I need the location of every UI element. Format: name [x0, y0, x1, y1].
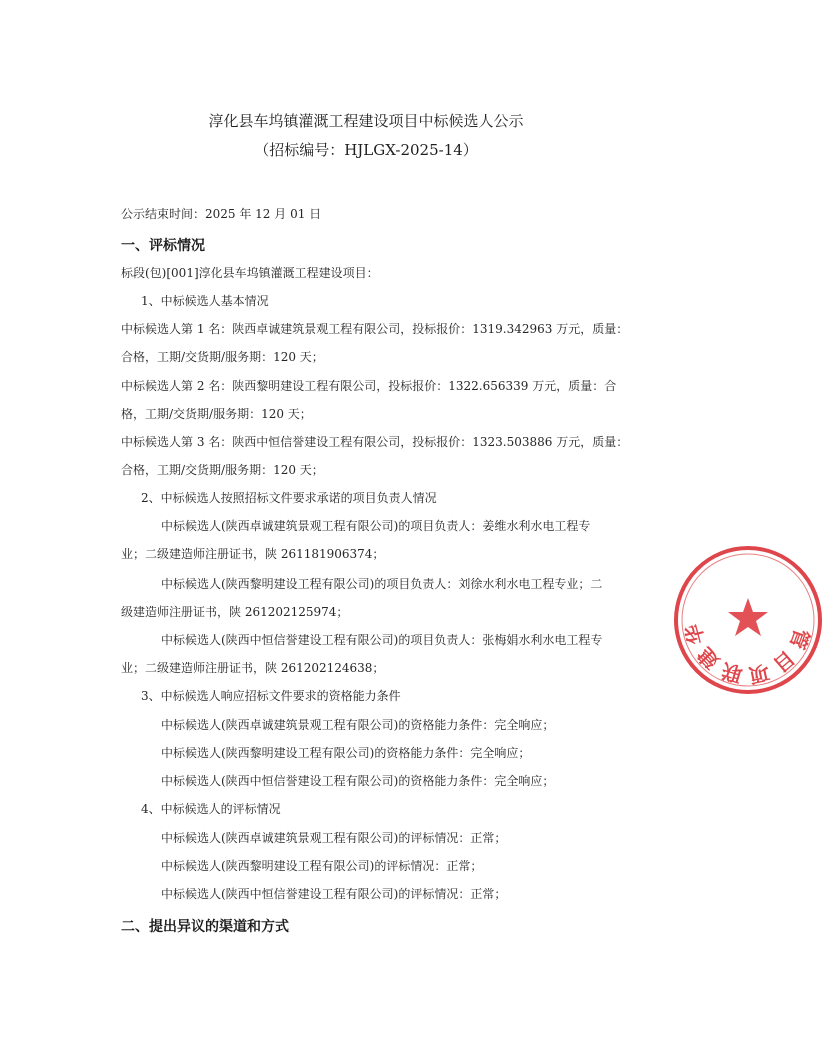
stamp-character: 华 [680, 621, 710, 648]
body-line: 中标候选人(陕西卓诚建筑景观工程有限公司)的项目负责人：姜维水利水电工程专 [161, 519, 591, 533]
body-line: 中标候选人(陕西黎明建设工程有限公司)的评标情况：正常； [161, 859, 483, 873]
stamp-character: 目 [768, 645, 800, 678]
subsection-heading: 2、中标候选人按照招标文件要求承诺的项目负责人情况 [141, 491, 437, 505]
stamp-character: 建 [692, 642, 725, 674]
body-line: 中标候选人(陕西中恒信誉建设工程有限公司)的评标情况：正常； [161, 887, 507, 901]
stamp-character: 项 [747, 659, 772, 688]
body-line: 中标候选人(陕西中恒信誉建设工程有限公司)的项目负责人：张梅娟水利水电工程专 [161, 633, 603, 647]
stamp-character: 联 [718, 658, 745, 687]
tender-number: （招标编号：HJLGX-2025-14） [254, 141, 478, 159]
document-title: 淳化县车坞镇灌溉工程建设项目中标候选人公示 [208, 112, 524, 130]
body-line: 中标候选人(陕西卓诚建筑景观工程有限公司)的评标情况：正常； [161, 831, 507, 845]
bid-section-label: 标段(包)[001]淳化县车坞镇灌溉工程建设项目： [121, 266, 379, 280]
section-heading-evaluation: 一、评标情况 [121, 238, 205, 254]
publicity-end-time: 公示结束时间：2025 年 12 月 01 日 [121, 207, 322, 221]
body-line: 业；二级建造师注册证书，陕 261181906374； [121, 547, 385, 561]
company-seal-stamp [668, 540, 828, 700]
stamp-character: 管 [784, 625, 815, 653]
body-line: 级建造师注册证书，陕 261202125974； [121, 605, 349, 619]
body-line: 中标候选人第 1 名：陕西卓诚建筑景观工程有限公司，投标报价：1319.342963 万元，质量： [121, 322, 629, 336]
body-line: 格，工期/交货期/服务期：120 天； [121, 407, 312, 421]
body-line: 中标候选人(陕西黎明建设工程有限公司)的资格能力条件：完全响应； [161, 746, 531, 760]
subsection-heading: 4、中标候选人的评标情况 [141, 802, 281, 816]
body-line: 中标候选人(陕西卓诚建筑景观工程有限公司)的资格能力条件：完全响应； [161, 718, 555, 732]
body-line: 中标候选人第 3 名：陕西中恒信誉建设工程有限公司，投标报价：1323.503886 万元，质量： [121, 435, 629, 449]
body-line: 中标候选人(陕西中恒信誉建设工程有限公司)的资格能力条件：完全响应； [161, 774, 555, 788]
body-line: 合格，工期/交货期/服务期：120 天； [121, 350, 324, 364]
body-line: 中标候选人(陕西黎明建设工程有限公司)的项目负责人：刘徐水利水电工程专业；二 [161, 577, 603, 591]
body-line: 合格，工期/交货期/服务期：120 天； [121, 463, 324, 477]
subsection-heading: 1、中标候选人基本情况 [141, 294, 269, 308]
body-line: 业；二级建造师注册证书，陕 261202124638； [121, 661, 385, 675]
section-heading-objection: 二、提出异议的渠道和方式 [121, 919, 289, 935]
body-line: 中标候选人第 2 名：陕西黎明建设工程有限公司，投标报价：1322.656339 万元，质量：合 [121, 379, 617, 393]
subsection-heading: 3、中标候选人响应招标文件要求的资格能力条件 [141, 689, 401, 703]
